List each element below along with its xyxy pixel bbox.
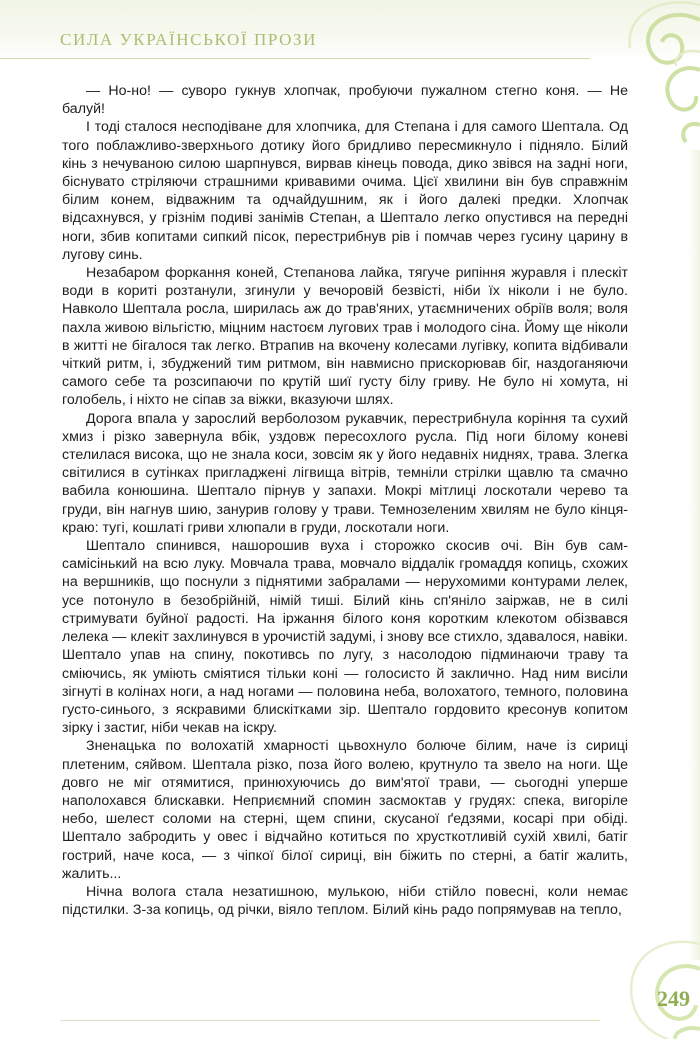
running-head: СИЛА УКРАЇНСЬКОЇ ПРОЗИ xyxy=(60,30,317,49)
paragraph: — Но-но! — суворо гукнув хлопчак, пробуючи пужалном стегно коня. — Не балуй! xyxy=(62,83,628,118)
margin-decoration xyxy=(688,150,700,960)
footer-divider xyxy=(60,1020,600,1021)
paragraph: Незабаром форкання коней, Степанова лайка, тягуче рипіння журавля і плескіт води в кориті розтанули, згинули у вечоровій безвісті, ніби їх ніколи і не було. Навколо Шептала росла, ширилась аж до трав'яних, утаємничених обріїв воля; воля пахла живою вільгістю, міцним настоєм лугових трав і молодого сіна. Йому ще ніколи в житті не бігалося так легко. Втрапив на вкочену колесами лугівку, копита відбивали чіткий ритм, і, збуджений тим ритмом, він навмисно прискорював біг, наздоганяючи самого себе та розсипаючи по крутій шиї густу білу гриву. Не було ні хомута, ні голобель, і ніхто не сіпав за віжки, вказуючи шлях. xyxy=(62,265,628,409)
page-number: 249 xyxy=(657,986,690,1011)
paragraph: Нічна волога стала незатишною, мулькою, ніби стійло повесні, коли немає підстилки. З-за копиць, од річки, віяло теплом. Білий кінь радо попрямував на тепло, xyxy=(62,883,628,919)
header-divider xyxy=(0,58,590,59)
paragraph: Шептало спинився, нашорошив вуха і сторожко скосив очі. Він був сам-самісінький на всю луку. Мовчала трава, мовчало віддалік громаддя копиць, схожих на вершників, що поснули з піднятими забралами — нерухомими контурами лелек, усе потонуло в безобрійній, німій тиші. Білий кінь сп'яніло заіржав, не в силі стримувати буйної радості. На іржання білого коня коротким клекотом обізвався лелека — клекіт захлинувся в урочистій задумі, і знову все стихло, здавалося, навіки. Шептало упав на спину, покотивсь по лугу, з насолодою підминаючи траву та сміючись, як уміють сміятися тільки коні — голосисто й заклично. Над ним висіли зігнуті в колінах ноги, а над ногами — половина неба, волохатого, темного, половина густо-синього, з яскравими блискітками зір. Шептало гордовито кресонув копитом зірку і застиг, ніби чекав на іскру. xyxy=(62,538,628,737)
paragraph: І тоді сталося несподіване для хлопчика, для Степана і для самого Шептала. Од того поблажливо-зверхнього дотику його бридливо пересмикнуло і підняло. Білий кінь з нечуваною силою шарпнувся, вирвав кінець повода, дико звівся на задні ноги, біснувато стріляючи страшними кривавими очима. Цієї хвилини він був справжнім білим конем, відважним та одчайдушним, як і його далекі предки. Хлопчак відсахнувся, у грізнім подиві занімів Степан, а Шептало легко опустився на передні ноги, збив копитами сипкий пісок, перестрибнув рів і помчав через гусину царину в лугову синь. xyxy=(62,119,628,263)
paragraph: Зненацька по волохатій хмарності цьвохнуло болюче білим, наче із сириці плетеним, сяйвом. Шептала різко, поза його волею, крутнуло та звело на ноги. Ще довго не міг отямитися, принюхуючись до вим'ятої трави, — сьогодні уперше наполохався блискавки. Неприємний спомин засмоктав у грудях: спека, вигоріле небо, шелест соломи на стерні, щем спини, скусаної ґедзями, косарі при обіді. Шептало забродить у овес і відчайно котиться по хрусткотливій сухій хвилі, батіг гострий, наче коса, — з чіпкої білої сириці, він біжить по стерні, а батіг жалить, жалить... xyxy=(62,738,628,882)
body-text xyxy=(62,82,628,919)
decorative-swirl-bottom xyxy=(580,929,700,1039)
paragraph: Дорога впала у зарослий верболозом рукавчик, перестрибнула коріння та сухий хмиз і різко завернула вбік, уздовж пересохлого русла. Під ноги білому коневі стелилася висока, що не знала коси, зовсім як у його недавніх ниднях, трава. Злегка світилися в сутінках пригладжені лігвища вітрів, темніли стрілки щавлю та смачно вабила конюшина. Шептало пірнув у запахи. Мокрі мітлиці лоскотали черево та груди, він нагнув шию, занурив голову у трави. Темнозеленим хвилям не було кінця-краю: тугі, кошлаті гриви хлюпали в груди, лоскотали ноги. xyxy=(62,410,628,536)
